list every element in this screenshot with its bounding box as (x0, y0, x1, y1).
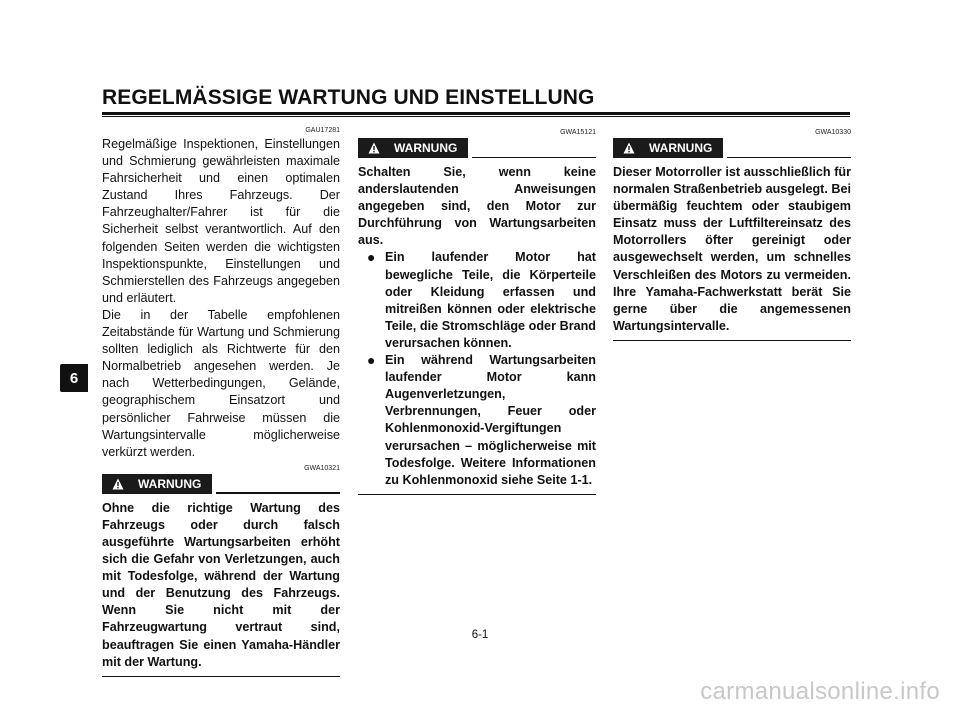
list-item: ● Ein während Wartungsarbeiten laufender Motor kann Augenverletzungen, Verbrennungen, Feuer oder Kohlenmonoxid-Vergiftungen verursachen – möglicherweise mit Todesfolge. Weitere Informationen zu Kohlenmonoxid siehe Seite 1-1. (367, 352, 596, 487)
chapter-tab[interactable]: 6 (60, 364, 88, 392)
warning-rule (472, 157, 596, 159)
warning-label: WARNUNG (138, 476, 202, 491)
section-code: GAU17281 (305, 127, 340, 134)
interval-paragraph: Die in der Tabelle empfohlenen Zeitabstände für Wartung und Schmierung sollten lediglich als Richtwerte für den Normalbetrieb angesehen werden. Je nach Wetterbedingungen, Gelände, geographischem Einsatzort und persönlicher Fahrweise müssen die Wartungsintervalle möglicherweise verkürzt werden. (102, 307, 340, 459)
list-item: ● Ein laufender Motor hat bewegliche Teile, die Körperteile oder Kleidung erfassen und mitreißen können oder elektrische Teile, die Stromschläge oder Brand verursachen können. (367, 249, 596, 350)
warning-bullet-list (358, 249, 596, 488)
column-1 (102, 127, 340, 677)
warning-rule (727, 157, 851, 159)
warning-triangle-icon (112, 478, 124, 490)
warning-rule (216, 492, 340, 494)
warning-header (102, 464, 340, 494)
warning-end-rule (613, 340, 851, 342)
title-rule-thin (102, 116, 850, 117)
warning-header (358, 129, 596, 158)
warning-label: WARNUNG (394, 141, 458, 155)
warning-badge (102, 474, 212, 494)
warning-text: Dieser Motorroller ist ausschließlich für normalen Straßenbetrieb ausgelegt. Bei übermäßig feuchtem oder staubigem Einsatz muss der Luftfiltereinsatz des Motorrollers öfter gereinigt oder ausgewechselt werden, um schnelles Verschleißen des Motors zu vermeiden. Ihre Yamaha-Fachwerkstatt berät Sie gerne über die angemessenen Wartungsintervalle. (613, 165, 851, 333)
warning-code: GWA10330 (815, 129, 851, 136)
warning-text: Ohne die richtige Wartung des Fahrzeugs oder durch falsch ausgeführte Wartungsarbeiten erhöht sich die Gefahr von Verletzungen, auch mit Todesfolge, während der Wartung und der Benutzung des Fahrzeugs. Wenn Sie nicht mit der Fahrzeugwartung vertraut sind, beauftragen Sie einen Yamaha-Händler mit der Wartung. (102, 500, 340, 669)
warning-end-rule (358, 494, 596, 496)
title-rule (102, 112, 850, 115)
warning-triangle-icon (368, 142, 380, 154)
column-2 (358, 127, 596, 495)
watermark: carmanualsonline.info (700, 678, 940, 705)
page-number: 6-1 (471, 629, 489, 641)
warning-code: GWA10321 (304, 464, 340, 472)
warning-triangle-icon (623, 142, 635, 154)
warning-end-rule (102, 676, 340, 678)
column-3 (613, 127, 851, 341)
bullet-dot-icon: ● (367, 249, 376, 266)
warning-header (613, 129, 851, 158)
warning-text: Schalten Sie, wenn keine anderslautenden Anweisungen angegeben sind, den Motor zur Durchführung von Wartungsarbeiten aus. (358, 165, 596, 248)
intro-paragraph: Regelmäßige Inspektionen, Einstellungen und Schmierung gewährleisten maximale Fahrsicherheit und einen optimalen Zustand Ihres Fahrzeugs. Der Fahrzeughalter/Fahrer ist für die Sicherheit selbst verantwortlich. Auf den folgenden Seiten werden die wichtigsten Inspektionspunkte, Einstellungen und Schmierstellen des Fahrzeugs angegeben und erläutert. (102, 137, 340, 305)
page-title: REGELMÄSSIGE WARTUNG UND EINSTELLUNG (102, 86, 595, 109)
warning-badge (613, 138, 723, 158)
warning-label: WARNUNG (649, 141, 713, 155)
warning-badge (358, 138, 468, 158)
bullet-dot-icon: ● (367, 352, 376, 369)
warning-code: GWA15121 (560, 129, 596, 136)
